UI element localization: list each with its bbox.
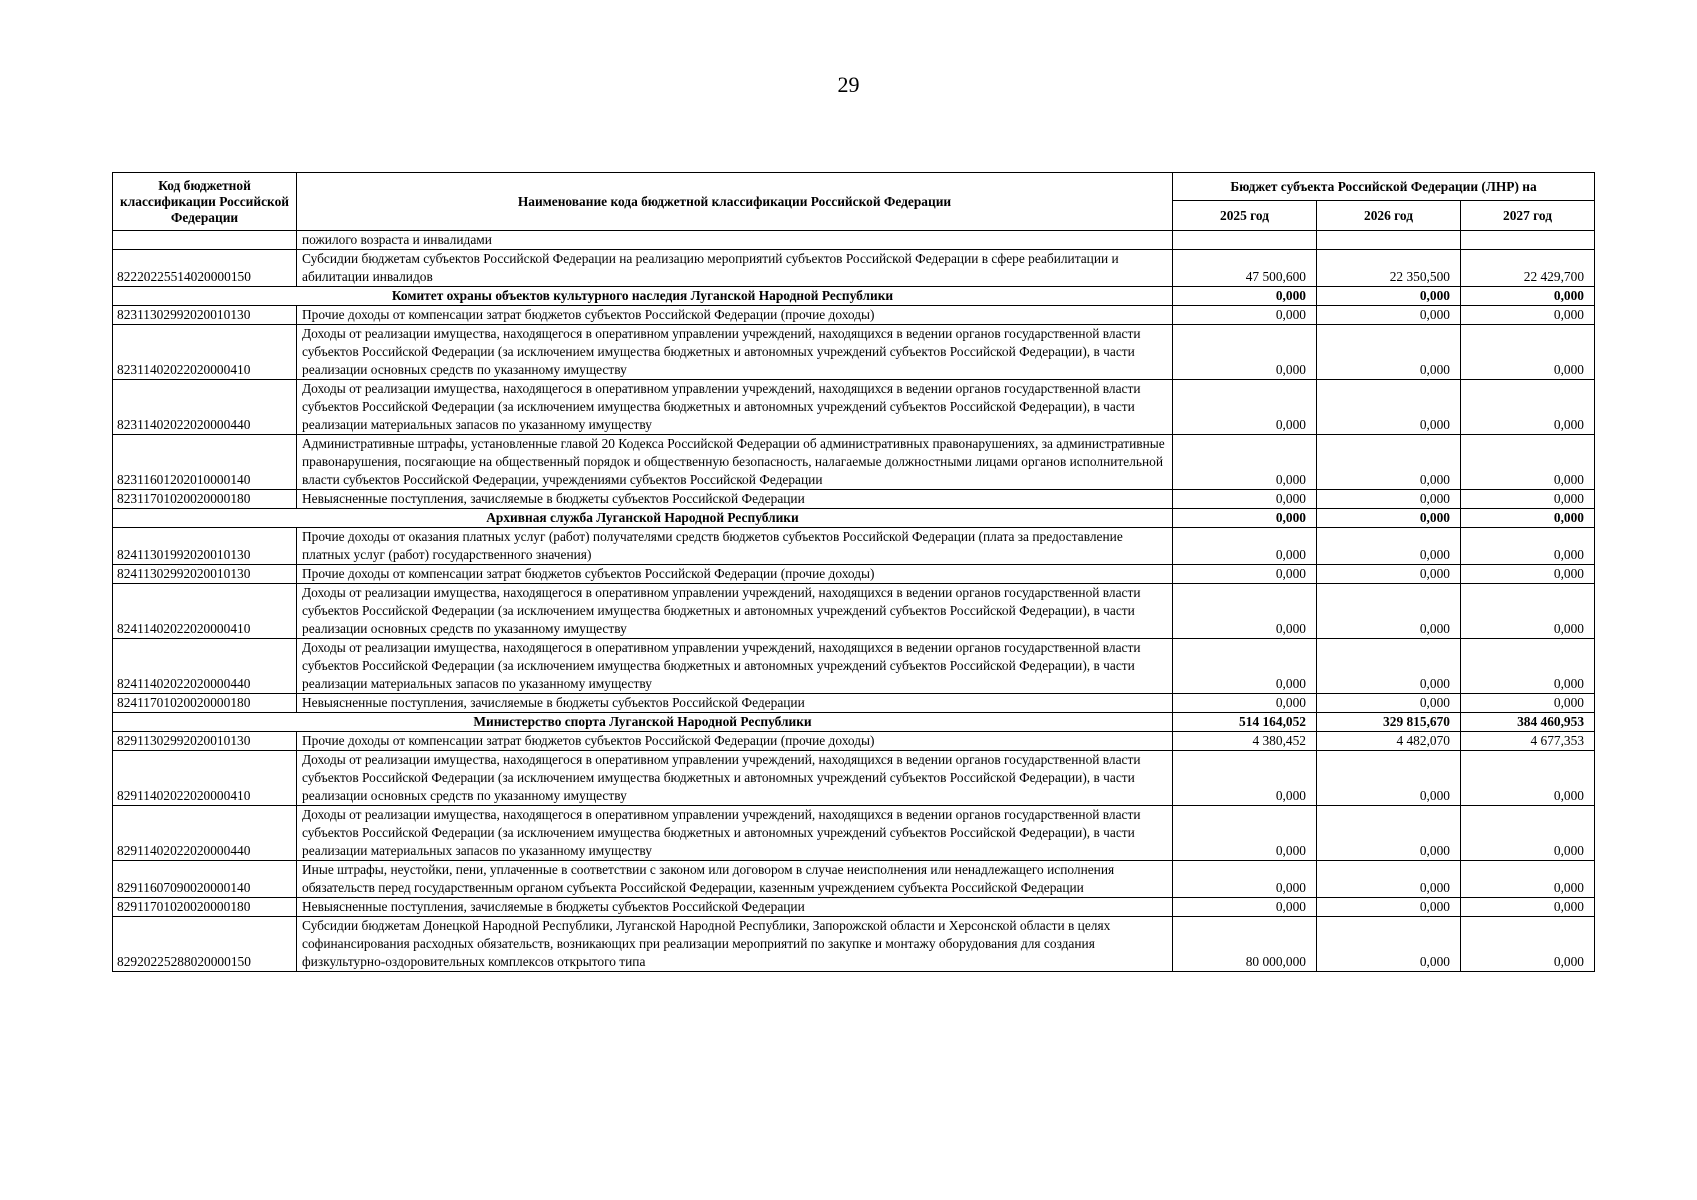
value-2026: 0,000 xyxy=(1317,751,1461,806)
table-row xyxy=(113,490,1595,509)
value-2025: 514 164,052 xyxy=(1173,713,1317,732)
value-2027: 0,000 xyxy=(1461,584,1595,639)
value-2025: 0,000 xyxy=(1173,639,1317,694)
budget-code: 82411301992020010130 xyxy=(113,528,297,565)
value-2026 xyxy=(1317,231,1461,250)
value-2026: 4 482,070 xyxy=(1317,732,1461,751)
budget-code: 82311402022020000440 xyxy=(113,380,297,435)
value-2025: 0,000 xyxy=(1173,898,1317,917)
value-2027: 0,000 xyxy=(1461,565,1595,584)
table-row xyxy=(113,435,1595,490)
value-2025: 0,000 xyxy=(1173,380,1317,435)
value-2025: 0,000 xyxy=(1173,694,1317,713)
value-2026: 0,000 xyxy=(1317,806,1461,861)
budget-name: Административные штрафы, установленные главой 20 Кодекса Российской Федерации об административных правонарушениях, за административные правонарушения, посягающие на общественный порядок и общественную безопасность, налагаемые должностными лицами органов исполнительной власти субъектов Российской Федерации, учреждениями субъектов Российской Федерации xyxy=(297,435,1173,490)
value-2025: 0,000 xyxy=(1173,287,1317,306)
value-2027: 0,000 xyxy=(1461,806,1595,861)
section-row xyxy=(113,287,1595,306)
table-row xyxy=(113,528,1595,565)
value-2025: 0,000 xyxy=(1173,435,1317,490)
table-row xyxy=(113,732,1595,751)
value-2025: 0,000 xyxy=(1173,584,1317,639)
table-row xyxy=(113,639,1595,694)
table-row xyxy=(113,584,1595,639)
value-2026: 0,000 xyxy=(1317,584,1461,639)
header-year-2026: 2026 год xyxy=(1317,201,1461,231)
value-2025: 0,000 xyxy=(1173,490,1317,509)
budget-name: Невыясненные поступления, зачисляемые в бюджеты субъектов Российской Федерации xyxy=(297,490,1173,509)
value-2026: 0,000 xyxy=(1317,861,1461,898)
budget-name: Прочие доходы от оказания платных услуг (работ) получателями средств бюджетов субъектов Российской Федерации (плата за предоставление платных услуг (работ) государственного значения) xyxy=(297,528,1173,565)
value-2025: 0,000 xyxy=(1173,325,1317,380)
value-2027: 384 460,953 xyxy=(1461,713,1595,732)
budget-code xyxy=(113,231,297,250)
budget-name: Доходы от реализации имущества, находящегося в оперативном управлении учреждений, находящихся в ведении органов государственной власти субъектов Российской Федерации (за исключением имущества бюджетных и автономных учреждений субъектов Российской Федерации), в части реализации материальных запасов по указанному имуществу xyxy=(297,639,1173,694)
table-body xyxy=(113,231,1595,972)
budget-name: Доходы от реализации имущества, находящегося в оперативном управлении учреждений, находящихся в ведении органов государственной власти субъектов Российской Федерации (за исключением имущества бюджетных и автономных учреждений субъектов Российской Федерации), в части реализации материальных запасов по указанному имуществу xyxy=(297,806,1173,861)
value-2026: 0,000 xyxy=(1317,380,1461,435)
value-2027: 0,000 xyxy=(1461,694,1595,713)
budget-name: Прочие доходы от компенсации затрат бюджетов субъектов Российской Федерации (прочие доходы) xyxy=(297,732,1173,751)
value-2025: 0,000 xyxy=(1173,306,1317,325)
section-row xyxy=(113,509,1595,528)
value-2026: 0,000 xyxy=(1317,917,1461,972)
value-2027: 0,000 xyxy=(1461,898,1595,917)
value-2025: 47 500,600 xyxy=(1173,250,1317,287)
value-2026: 0,000 xyxy=(1317,490,1461,509)
budget-code: 82911302992020010130 xyxy=(113,732,297,751)
table-row xyxy=(113,861,1595,898)
table-row xyxy=(113,806,1595,861)
value-2026: 0,000 xyxy=(1317,306,1461,325)
section-title: Архивная служба Луганской Народной Республики xyxy=(113,509,1173,528)
value-2027: 0,000 xyxy=(1461,639,1595,694)
value-2025: 0,000 xyxy=(1173,751,1317,806)
value-2027: 0,000 xyxy=(1461,917,1595,972)
budget-code: 82311302992020010130 xyxy=(113,306,297,325)
budget-code: 82920225288020000150 xyxy=(113,917,297,972)
budget-code: 82411402022020000410 xyxy=(113,584,297,639)
budget-name: Доходы от реализации имущества, находящегося в оперативном управлении учреждений, находящихся в ведении органов государственной власти субъектов Российской Федерации (за исключением имущества бюджетных и автономных учреждений субъектов Российской Федерации), в части реализации основных средств по указанному имуществу xyxy=(297,584,1173,639)
value-2027: 4 677,353 xyxy=(1461,732,1595,751)
section-title: Министерство спорта Луганской Народной Республики xyxy=(113,713,1173,732)
value-2026: 0,000 xyxy=(1317,287,1461,306)
value-2025: 4 380,452 xyxy=(1173,732,1317,751)
budget-name: Иные штрафы, неустойки, пени, уплаченные в соответствии с законом или договором в случае неисполнения или ненадлежащего исполнения обязательств перед государственным органом субъекта Российской Федерации, казенным учреждением субъекта Российской Федерации xyxy=(297,861,1173,898)
budget-name: Доходы от реализации имущества, находящегося в оперативном управлении учреждений, находящихся в ведении органов государственной власти субъектов Российской Федерации (за исключением имущества бюджетных и автономных учреждений субъектов Российской Федерации), в части реализации основных средств по указанному имуществу xyxy=(297,325,1173,380)
budget-code: 82311701020020000180 xyxy=(113,490,297,509)
section-title: Комитет охраны объектов культурного наследия Луганской Народной Республики xyxy=(113,287,1173,306)
budget-code: 82411302992020010130 xyxy=(113,565,297,584)
budget-code: 82311402022020000410 xyxy=(113,325,297,380)
table-row xyxy=(113,898,1595,917)
budget-name: Субсидии бюджетам Донецкой Народной Республики, Луганской Народной Республики, Запорожской области и Херсонской области в целях софинансирования расходных обязательств, возникающих при реализации мероприятий по закупке и монтажу оборудования для создания физкультурно-оздоровительных комплексов открытого типа xyxy=(297,917,1173,972)
value-2025: 80 000,000 xyxy=(1173,917,1317,972)
budget-code: 82411402022020000440 xyxy=(113,639,297,694)
value-2027: 0,000 xyxy=(1461,380,1595,435)
value-2026: 0,000 xyxy=(1317,528,1461,565)
table-row xyxy=(113,565,1595,584)
table-row xyxy=(113,751,1595,806)
header-name: Наименование кода бюджетной классификации Российской Федерации xyxy=(297,173,1173,231)
budget-name: Субсидии бюджетам субъектов Российской Федерации на реализацию мероприятий субъектов Российской Федерации в сфере реабилитации и абилитации инвалидов xyxy=(297,250,1173,287)
budget-code: 82311601202010000140 xyxy=(113,435,297,490)
table-row xyxy=(113,250,1595,287)
value-2026: 0,000 xyxy=(1317,325,1461,380)
value-2026: 22 350,500 xyxy=(1317,250,1461,287)
budget-name: Доходы от реализации имущества, находящегося в оперативном управлении учреждений, находящихся в ведении органов государственной власти субъектов Российской Федерации (за исключением имущества бюджетных и автономных учреждений субъектов Российской Федерации), в части реализации материальных запасов по указанному имуществу xyxy=(297,380,1173,435)
value-2027: 0,000 xyxy=(1461,306,1595,325)
value-2027 xyxy=(1461,231,1595,250)
table-row xyxy=(113,380,1595,435)
budget-name: Прочие доходы от компенсации затрат бюджетов субъектов Российской Федерации (прочие доходы) xyxy=(297,306,1173,325)
header-code: Код бюджетной классификации Российской Федерации xyxy=(113,173,297,231)
value-2026: 0,000 xyxy=(1317,898,1461,917)
value-2026: 0,000 xyxy=(1317,694,1461,713)
table-row xyxy=(113,917,1595,972)
header-year-2025: 2025 год xyxy=(1173,201,1317,231)
value-2027: 0,000 xyxy=(1461,287,1595,306)
table-header xyxy=(113,173,1595,231)
value-2027: 0,000 xyxy=(1461,325,1595,380)
table-row xyxy=(113,325,1595,380)
value-2025: 0,000 xyxy=(1173,528,1317,565)
budget-name: Невыясненные поступления, зачисляемые в бюджеты субъектов Российской Федерации xyxy=(297,898,1173,917)
value-2026: 0,000 xyxy=(1317,639,1461,694)
budget-name: Невыясненные поступления, зачисляемые в бюджеты субъектов Российской Федерации xyxy=(297,694,1173,713)
budget-code: 82911701020020000180 xyxy=(113,898,297,917)
budget-code: 82911402022020000410 xyxy=(113,751,297,806)
value-2027: 0,000 xyxy=(1461,751,1595,806)
header-budget: Бюджет субъекта Российской Федерации (ЛНР) на xyxy=(1173,173,1595,201)
budget-code: 82911607090020000140 xyxy=(113,861,297,898)
budget-revenue-table xyxy=(112,172,1595,972)
page-number: 29 xyxy=(837,72,860,97)
budget-name: пожилого возраста и инвалидами xyxy=(297,231,1173,250)
value-2026: 0,000 xyxy=(1317,435,1461,490)
value-2027: 0,000 xyxy=(1461,528,1595,565)
header-year-2027: 2027 год xyxy=(1461,201,1595,231)
value-2025 xyxy=(1173,231,1317,250)
value-2027: 0,000 xyxy=(1461,509,1595,528)
value-2027: 0,000 xyxy=(1461,490,1595,509)
value-2025: 0,000 xyxy=(1173,509,1317,528)
value-2025: 0,000 xyxy=(1173,806,1317,861)
value-2026: 0,000 xyxy=(1317,565,1461,584)
value-2025: 0,000 xyxy=(1173,565,1317,584)
budget-code: 82220225514020000150 xyxy=(113,250,297,287)
budget-name: Прочие доходы от компенсации затрат бюджетов субъектов Российской Федерации (прочие доходы) xyxy=(297,565,1173,584)
value-2026: 329 815,670 xyxy=(1317,713,1461,732)
value-2026: 0,000 xyxy=(1317,509,1461,528)
table-row xyxy=(113,306,1595,325)
table-row xyxy=(113,231,1595,250)
budget-name: Доходы от реализации имущества, находящегося в оперативном управлении учреждений, находящихся в ведении органов государственной власти субъектов Российской Федерации (за исключением имущества бюджетных и автономных учреждений субъектов Российской Федерации), в части реализации основных средств по указанному имуществу xyxy=(297,751,1173,806)
section-row xyxy=(113,713,1595,732)
table-row xyxy=(113,694,1595,713)
value-2027: 0,000 xyxy=(1461,435,1595,490)
value-2027: 0,000 xyxy=(1461,861,1595,898)
value-2027: 22 429,700 xyxy=(1461,250,1595,287)
budget-code: 82911402022020000440 xyxy=(113,806,297,861)
budget-code: 82411701020020000180 xyxy=(113,694,297,713)
value-2025: 0,000 xyxy=(1173,861,1317,898)
